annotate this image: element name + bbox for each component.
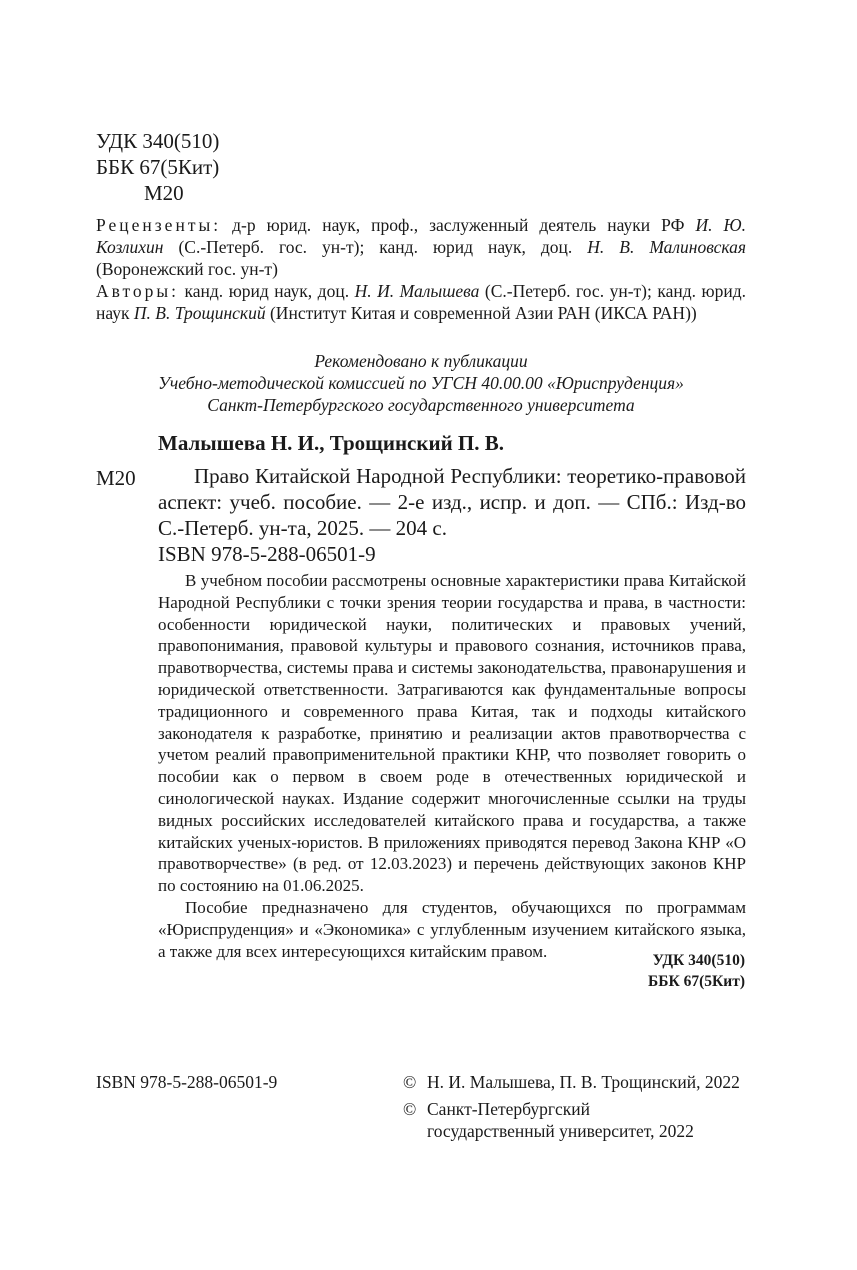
author-name: Н. И. Малышева [354, 281, 480, 301]
copyright-university-line: государственный университет, 2022 [427, 1121, 694, 1141]
copyright-icon: © [403, 1072, 417, 1092]
udk-code: УДК 340(510) [96, 129, 220, 153]
index-udk: УДК 340(510) [652, 952, 745, 969]
annotation-paragraph: Пособие предназначено для студентов, обучающихся по программам «Юриспруденция» и «Экономика» с углубленным изучением китайского языка, а также для всех интересующихся китайским правом. [158, 897, 746, 961]
book-isbn: ISBN 978-5-288-06501-9 [158, 542, 376, 566]
index-bbk: ББК 67(5Кит) [648, 973, 745, 990]
annotation [158, 570, 746, 962]
bbk-code: ББК 67(5Кит) [96, 155, 220, 179]
book-author-mark: М20 [96, 466, 136, 490]
authors-text: (Институт Китая и современной Азии РАН (ИКСА РАН)) [265, 303, 697, 323]
reviewers-text: (С.-Петерб. гос. ун-т); канд. юрид наук, доц. [163, 237, 588, 257]
recommendation-line: Учебно-методической комиссией по УГСН 40.00.00 «Юриспруденция» [158, 373, 684, 393]
book-bibliographic-description: Право Китайской Народной Республики: теоретико-правовой аспект: учеб. пособие. — 2-е изд., испр. и доп. — СПб.: Изд-во С.-Петерб. ун-та, 2025. — 204 с. [158, 464, 746, 540]
authors-paragraph [96, 280, 746, 324]
authors-text: канд. юрид наук, доц. [179, 281, 355, 301]
header-classification-codes [96, 128, 396, 206]
annotation-paragraph: В учебном пособии рассмотрены основные характеристики права Китайской Народной Республики с точки зрения теории государства и права, в частности: особенности юридической науки, политических и правовых учений, правопонимания, правовой культуры и правового сознания, источников права, правотворчества, системы права и системы законодательства, правонарушения и юридической ответственности. Затрагиваются как фундаментальные вопросы традиционного и современного права Китая, так и подходы китайского законодателя к разработке, принятию и реализации актов правотворчества с учетом реалий правоприменительной практики КНР, что позволяет говорить о пособии как о первом в своем роде в отечественных юридической и синологической науках. Издание содержит многочисленные ссылки на труды видных российских исследователей китайского права и государства, а также китайских ученых-юристов. В приложениях приводятся перевод Закона КНР «О правотворчестве» (в ред. от 12.03.2023) и перечень действующих законов КНР по состоянию на 01.06.2025. [158, 571, 746, 896]
authors-label: Авторы: [96, 281, 180, 301]
recommendation-line: Санкт-Петербургского государственного университета [207, 395, 635, 415]
footer-isbn: ISBN 978-5-288-06501-9 [96, 1072, 278, 1092]
authors-text: (С.-Петерб. гос. ун-т); канд. юрид. наук [96, 281, 746, 323]
book-authors: Малышева Н. И., Трощинский П. В. [158, 431, 505, 455]
publication-recommendation [96, 350, 746, 416]
copyright-authors [403, 1071, 763, 1093]
reviewer-name: И. Ю. Козлихин [96, 215, 746, 257]
reviewer-name: Н. В. Малиновская [587, 237, 746, 257]
copyright-university-line: Санкт-Петербургский [427, 1099, 591, 1119]
book-authors-heading [158, 430, 758, 456]
copyright-authors-text: Н. И. Малышева, П. В. Трощинский, 2022 [427, 1072, 740, 1092]
author-mark: М20 [144, 181, 184, 205]
reviewers-label: Рецензенты: [96, 215, 222, 235]
index-codes [400, 950, 745, 992]
reviewers-text: д-р юрид. наук, проф., заслуженный деятель науки РФ [221, 215, 696, 235]
recommendation-line: Рекомендовано к публикации [314, 351, 528, 371]
copyright-university-text [427, 1098, 694, 1142]
reviewers-paragraph [96, 214, 746, 280]
copyright-icon: © [403, 1099, 417, 1119]
reviewers-text: (Воронежский гос. ун-т) [96, 259, 278, 279]
copyright-university [403, 1098, 763, 1142]
author-name: П. В. Трощинский [133, 303, 266, 323]
